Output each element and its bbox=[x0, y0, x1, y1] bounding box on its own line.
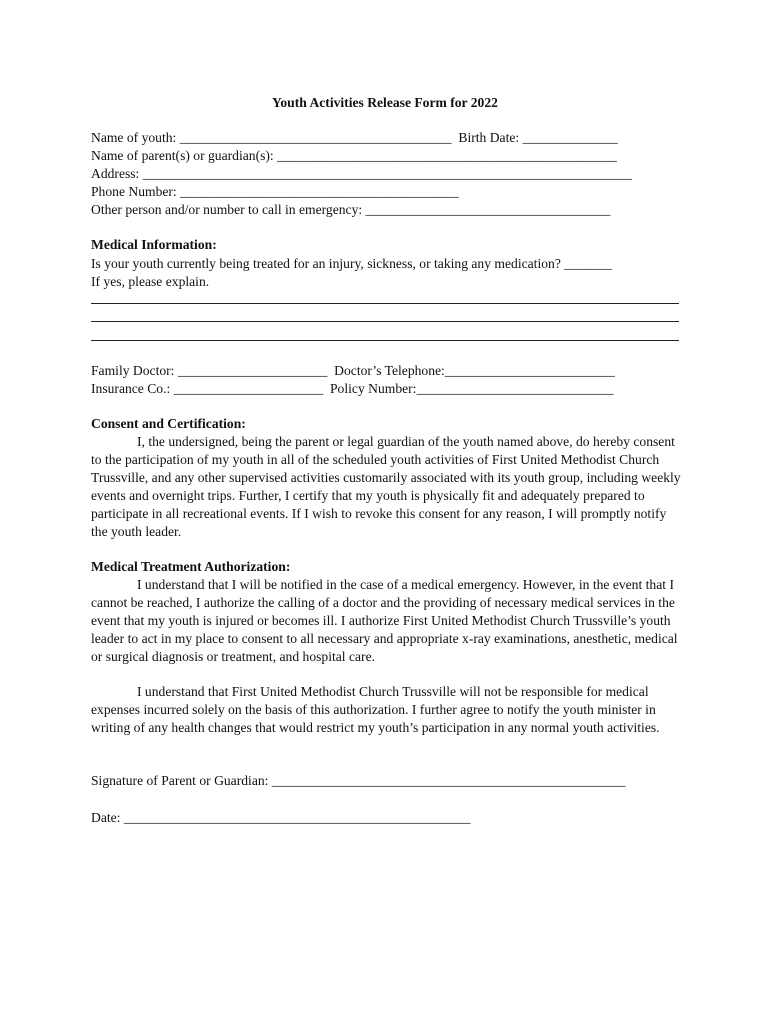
treatment-heading: Medical Treatment Authorization: bbox=[91, 559, 291, 574]
treatment-paragraph-1: I understand that I will be notified in the case of a medical emergency. However, in the event that I cannot be reached, I authorize the calling of a doctor and the providing of necessary medical services in the event that my youth is injured or becomes ill. I authorize First United Methodist Church Trussville’s youth leader to act in my place to consent to all necessary and appropriate x-ray examinations, anesthetic, medical or surgical diagnosis or treatment, and hospital care. bbox=[91, 577, 678, 664]
consent-heading: Consent and Certification: bbox=[91, 416, 246, 431]
address-field[interactable]: Address: ________________________________________________________________________ bbox=[91, 166, 633, 181]
signature-field[interactable]: Signature of Parent or Guardian: ____________________________________________________ bbox=[91, 773, 626, 788]
treatment-paragraph-2: I understand that First United Methodist Church Trussville will not be responsible for medical expenses incurred solely on the basis of this authorization. I further agree to notify the youth minister in writing of any health changes that would restrict my youth’s participation in any normal youth activities. bbox=[91, 684, 660, 735]
explain-line-3[interactable] bbox=[91, 340, 679, 341]
consent-paragraph: I, the undersigned, being the parent or legal guardian of the youth named above, do hereby consent to the participation of my youth in all of the scheduled youth activities of First United Methodist Church Trussville, and any other supervised activities customarily associated with its youth group, including weekly events and overnight trips. Further, I certify that my youth is physically fit and adequately prepared to participate in all recreational events. If I wish to revoke this consent for any reason, I will promptly notify the youth leader. bbox=[91, 434, 681, 539]
medication-question-field[interactable]: Is your youth currently being treated for an injury, sickness, or taking any medication? _______ bbox=[91, 256, 612, 271]
insurance-field[interactable]: Insurance Co.: ______________________ Policy Number:_____________________________ bbox=[91, 381, 614, 396]
explain-label: If yes, please explain. bbox=[91, 274, 210, 289]
date-field[interactable]: Date: ___________________________________________________ bbox=[91, 810, 471, 825]
parent-guardian-field[interactable]: Name of parent(s) or guardian(s): __________________________________________________ bbox=[91, 148, 617, 163]
explain-line-1[interactable] bbox=[91, 303, 679, 304]
form-title: Youth Activities Release Form for 2022 bbox=[272, 95, 498, 110]
family-doctor-field[interactable]: Family Doctor: ______________________ Doctor’s Telephone:_________________________ bbox=[91, 363, 615, 378]
emergency-contact-field[interactable]: Other person and/or number to call in emergency: ____________________________________ bbox=[91, 202, 611, 217]
explain-line-2[interactable] bbox=[91, 321, 679, 322]
medical-info-heading: Medical Information: bbox=[91, 237, 217, 252]
youth-name-birthdate-field[interactable]: Name of youth: ________________________________________ Birth Date: ______________ bbox=[91, 130, 618, 145]
phone-number-field[interactable]: Phone Number: _________________________________________ bbox=[91, 184, 459, 199]
